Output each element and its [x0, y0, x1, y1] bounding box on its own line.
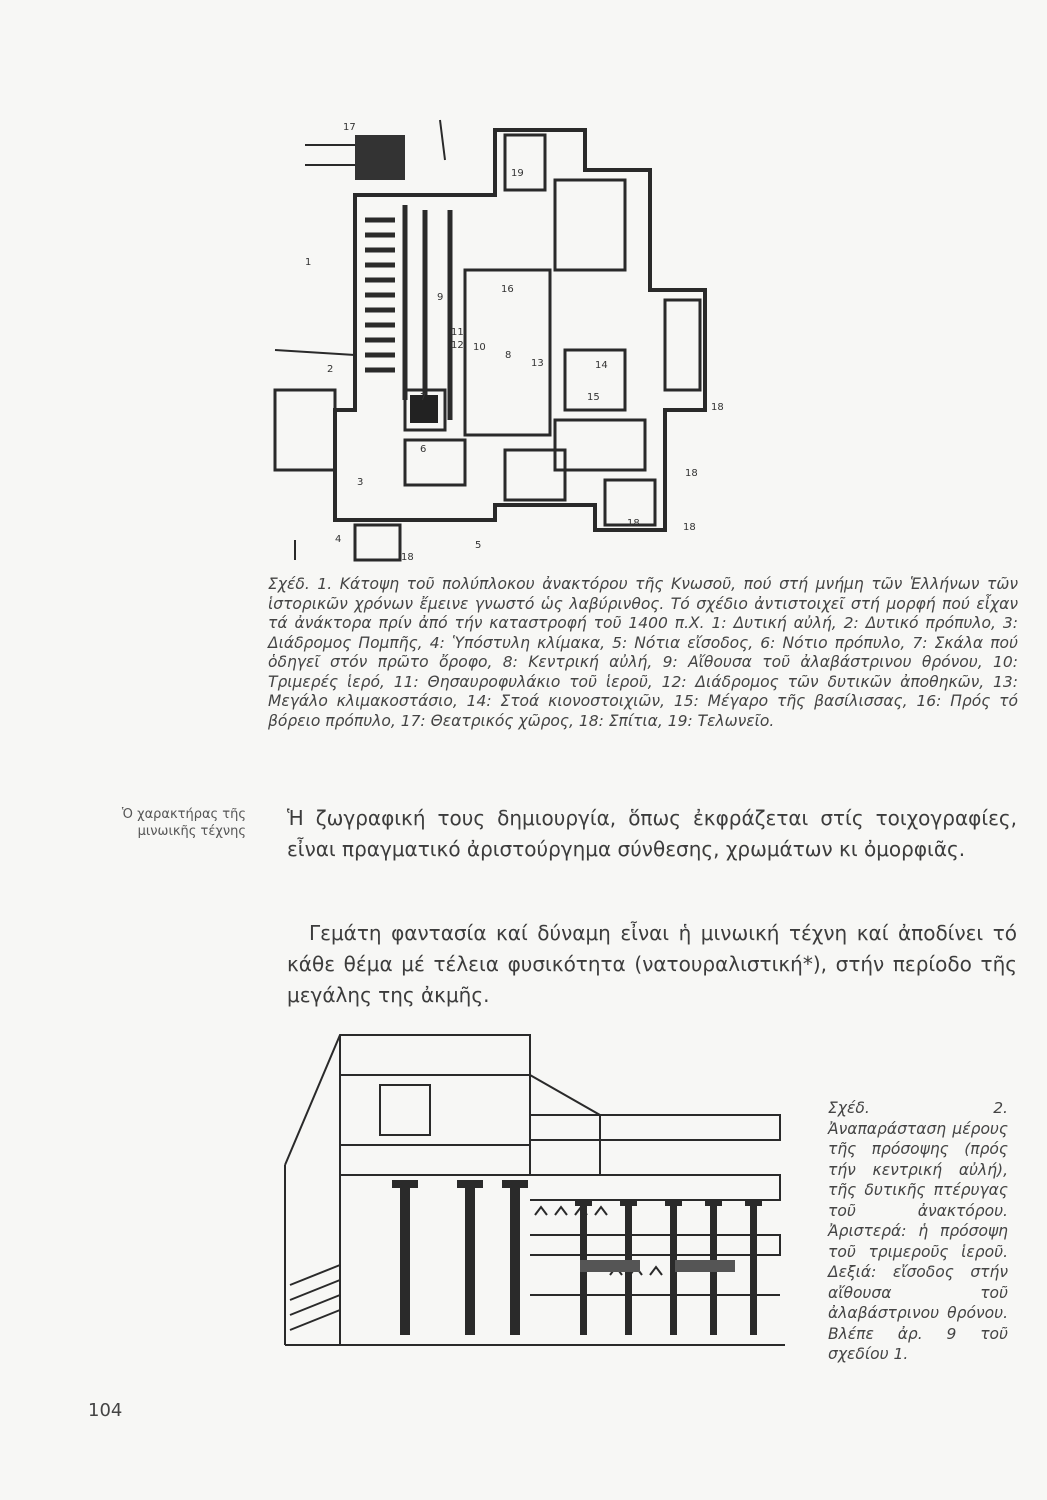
- plan-label: 18: [683, 522, 696, 533]
- facade-reconstruction-figure: [280, 1025, 790, 1350]
- plan-label: 3: [357, 477, 364, 488]
- plan-label: 13: [531, 358, 544, 369]
- plan-label: 6: [420, 444, 427, 455]
- figure1-caption: Σχέδ. 1. Κάτοψη τοῦ πολύπλοκου ἀνακτόρου τῆς Κνωσοῦ, πού στή μνήμη τῶν Ἑλλήνων τῶν ἱστορικῶν χρόνων ἔμεινε γνωστό ὡς λαβύρινθος. Τό σχέδιο ἀντιστοιχεῖ στή μορφή πού εἶχαν τά ἀνάκτορα πρίν ἀπό τήν καταστροφή τοῦ 1400 π.Χ. 1: Δυτική αὐλή, 2: Δυτικό πρόπυλο, 3: Διάδρομος Πομπῆς, 4: Ὑπόστυλη κλίμακα, 5: Νότια εἴσοδος, 6: Νότιο πρόπυλο, 7: Σκάλα πού ὁδηγεῖ στόν πρῶτο ὄροφο, 8: Κεντρική αὐλή, 9: Αἴθουσα τοῦ ἀλαβάστρινου θρόνου, 10: Τριμερές ἱερό, 11: Θησαυροφυλάκιο τοῦ ἱεροῦ, 12: Διάδρομος τῶν δυτικῶν ἀποθηκῶν, 13: Μεγάλο κλιμακοστάσιο, 14: Στοά κιονοστοιχιῶν, 15: Μέγαρο τῆς βασίλισσας, 16: Πρός τό βόρειο πρόπυλο, 17: Θεατρικός χῶρος, 18: Σπίτια, 19: Τελωνεῖο.: [268, 575, 1018, 730]
- plan-label: 10: [473, 342, 486, 353]
- plan-label: 11: [451, 327, 464, 338]
- plan-label: 7: [420, 392, 427, 403]
- figure2-caption: Σχέδ. 2. Ἀναπαράσταση μέρους τῆς πρόσοψης (πρός τήν κεντρική αὐλή), τῆς δυτικῆς πτέρυγας τοῦ ἀνακτόρου. Ἀριστερά: ἡ πρόσοψη τοῦ τριμεροῦς ἱεροῦ. Δεξιά: εἴσοδος στήν αἴθουσα τοῦ ἀλαβάστρινου θρόνου. Βλέπε ἀρ. 9 τοῦ σχεδίου 1.: [828, 1099, 1008, 1363]
- plan-label: 12: [451, 340, 464, 351]
- plan-label: 17: [343, 122, 356, 133]
- plan-label: 18: [627, 518, 640, 529]
- plan-label: 8: [505, 350, 512, 361]
- plan-label: 1: [305, 257, 312, 268]
- plan-label: 18: [711, 402, 724, 413]
- page-number: 104: [88, 1400, 123, 1421]
- plan-label: 15: [587, 392, 600, 403]
- plan-label: 19: [511, 168, 524, 179]
- plan-label: 9: [437, 292, 444, 303]
- palace-plan-figure: [265, 110, 735, 570]
- body-paragraph: Γεμάτη φαντασία καί δύναμη εἶναι ἡ μινωική τέχνη καί ἀποδίνει τό κάθε θέμα μέ τέλεια φυσικότητα (νατουραλιστική*), στήν περίοδο τῆς μεγάλης της ἀκμῆς.: [287, 921, 1017, 1007]
- plan-label: 16: [501, 284, 514, 295]
- plan-label: 4: [335, 534, 342, 545]
- body-paragraph: Ἡ ζωγραφική τους δημιουργία, ὅπως ἐκφράζεται στίς τοιχογραφίες, εἶναι πραγματικό ἀριστούργημα σύνθεσης, χρωμάτων κι ὀμορφιᾶς.: [287, 806, 1017, 861]
- plan-label: 5: [475, 540, 482, 551]
- palace-plan-drawing: [265, 110, 735, 570]
- facade-drawing: [280, 1025, 790, 1350]
- plan-label: 14: [595, 360, 608, 371]
- plan-label: 2: [327, 364, 334, 375]
- margin-note: Ὁ χαρακτήρας τῆς μινωικῆς τέχνης: [121, 807, 246, 839]
- plan-label: 18: [685, 468, 698, 479]
- plan-label: 18: [401, 552, 414, 563]
